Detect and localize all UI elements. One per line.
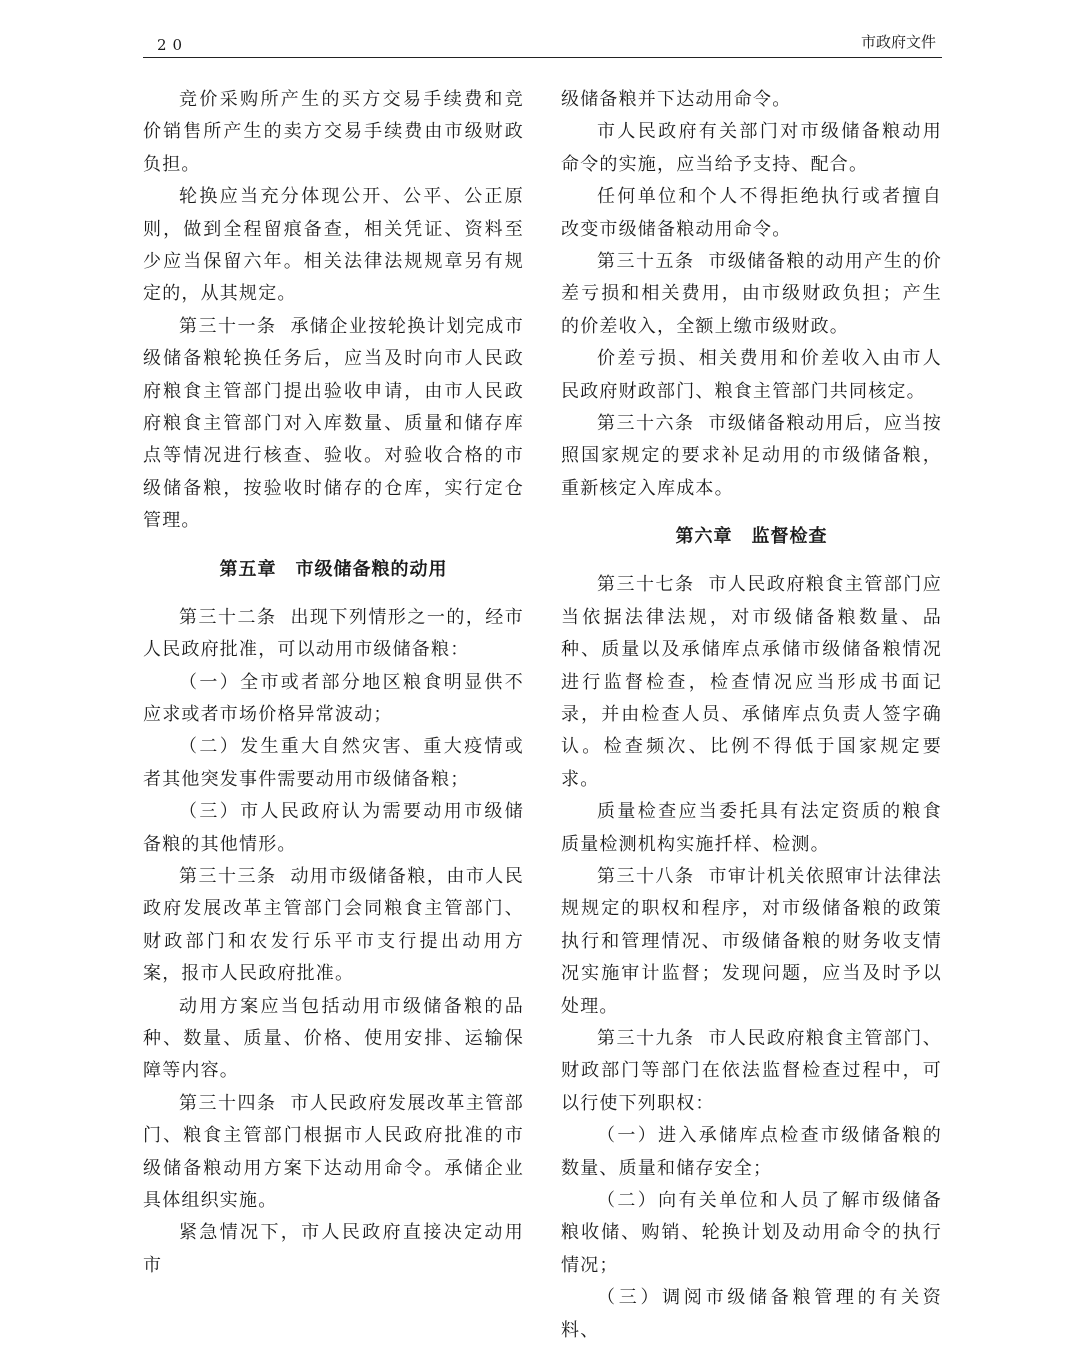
paragraph: 竞价采购所产生的买方交易手续费和竞价销售所产生的卖方交易手续费由市级财政负担。 bbox=[143, 89, 524, 175]
article-37 bbox=[561, 569, 942, 796]
article-38 bbox=[561, 861, 942, 1023]
paragraph: 任何单位和个人不得拒绝执行或者擅自改变市级储备粮动用命令。 bbox=[561, 186, 942, 240]
paragraph: 市人民政府有关部门对市级储备粮动用命令的实施，应当给予支持、配合。 bbox=[561, 121, 942, 175]
page-header bbox=[143, 28, 942, 58]
article-label: 第三十六条 bbox=[597, 413, 695, 435]
list-item: （二）向有关单位和人员了解市级储备粮收储、购销、轮换计划及动用命令的执行情况； bbox=[561, 1190, 942, 1276]
article-label: 第三十九条 bbox=[597, 1027, 695, 1049]
paragraph: 价差亏损、相关费用和价差收入由市人民政府财政部门、粮食主管部门共同核定。 bbox=[561, 348, 942, 402]
article-32 bbox=[143, 602, 524, 667]
chapter-6-heading: 第六章 监督检查 bbox=[675, 526, 828, 548]
article-31 bbox=[143, 311, 524, 538]
list-item: （一）进入承储库点检查市级储备粮的数量、质量和储存安全； bbox=[561, 1125, 942, 1179]
article-text: 市审计机关依照审计法律法规规定的职权和程序，对市级储备粮的政策执行和管理情况、市级储备粮的财务收支情况实施审计监督；发现问题，应当及时予以处理。 bbox=[561, 865, 942, 1017]
page-number: 20 bbox=[157, 36, 189, 54]
article-label: 第三十二条 bbox=[179, 606, 277, 628]
article-text: 市级储备粮动用后，应当按照国家规定的要求补足动用的市级储备粮，重新核定入库成本。 bbox=[561, 413, 942, 499]
right-column bbox=[561, 84, 942, 1347]
article-text: 市人民政府粮食主管部门应当依据法律法规，对市级储备粮数量、品种、质量以及承储库点承储市级储备粮情况进行监督检查，检查情况应当形成书面记录，并由检查人员、承储库点负责人签字确认。检查频次、比例不得低于国家规定要求。 bbox=[561, 574, 942, 790]
chapter-5-heading: 第五章 市级储备粮的动用 bbox=[219, 558, 448, 580]
article-text: 动用市级储备粮，由市人民政府发展改革主管部门会同粮食主管部门、财政部门和农发行乐平市支行提出动用方案，报市人民政府批准。 bbox=[143, 865, 524, 985]
article-39 bbox=[561, 1023, 942, 1120]
article-label: 第三十四条 bbox=[179, 1092, 277, 1114]
article-label: 第三十五条 bbox=[597, 251, 695, 273]
document-type-label: 市政府文件 bbox=[860, 33, 936, 51]
article-35 bbox=[561, 246, 942, 343]
list-item: （二）发生重大自然灾害、重大疫情或者其他突发事件需要动用市级储备粮； bbox=[143, 736, 524, 790]
article-label: 第三十一条 bbox=[179, 315, 277, 337]
list-item: （一）全市或者部分地区粮食明显供不应求或者市场价格异常波动； bbox=[143, 671, 524, 725]
paragraph: 紧急情况下，市人民政府直接决定动用市 bbox=[143, 1222, 524, 1276]
left-column bbox=[143, 84, 524, 1282]
article-label: 第三十三条 bbox=[179, 865, 277, 887]
list-item: （三）调阅市级储备粮管理的有关资料、 bbox=[561, 1287, 942, 1341]
article-33 bbox=[143, 861, 524, 991]
list-item: （三）市人民政府认为需要动用市级储备粮的其他情形。 bbox=[143, 801, 524, 855]
paragraph: 动用方案应当包括动用市级储备粮的品种、数量、质量、价格、使用安排、运输保障等内容。 bbox=[143, 995, 524, 1082]
article-text: 市人民政府粮食主管部门、财政部门等部门在依法监督检查过程中，可以行使下列职权： bbox=[561, 1027, 942, 1114]
article-label: 第三十八条 bbox=[597, 865, 695, 887]
paragraph-continuation: 级储备粮并下达动用命令。 bbox=[561, 89, 792, 110]
article-36 bbox=[561, 408, 942, 505]
article-text: 市人民政府发展改革主管部门、粮食主管部门根据市人民政府批准的市级储备粮动用方案下达动用命令。承储企业具体组织实施。 bbox=[143, 1092, 524, 1211]
article-text: 承储企业按轮换计划完成市级储备粮轮换任务后，应当及时向市人民政府粮食主管部门提出验收申请，由市人民政府粮食主管部门对入库数量、质量和储存库点等情况进行核查、验收。对验收合格的市级储备粮，按验收时储存的仓库，实行定仓管理。 bbox=[143, 315, 524, 532]
article-label: 第三十七条 bbox=[597, 574, 695, 596]
article-text: 出现下列情形之一的，经市人民政府批准，可以动用市级储备粮： bbox=[143, 606, 524, 661]
paragraph: 轮换应当充分体现公开、公平、公正原则，做到全程留痕备查，相关凭证、资料至少应当保留六年。相关法律法规规章另有规定的，从其规定。 bbox=[143, 186, 524, 305]
paragraph: 质量检查应当委托具有法定资质的粮食质量检测机构实施扦样、检测。 bbox=[561, 801, 942, 855]
article-text: 市级储备粮的动用产生的价差亏损和相关费用，由市级财政负担；产生的价差收入，全额上缴市级财政。 bbox=[561, 251, 942, 337]
article-34 bbox=[143, 1088, 524, 1218]
